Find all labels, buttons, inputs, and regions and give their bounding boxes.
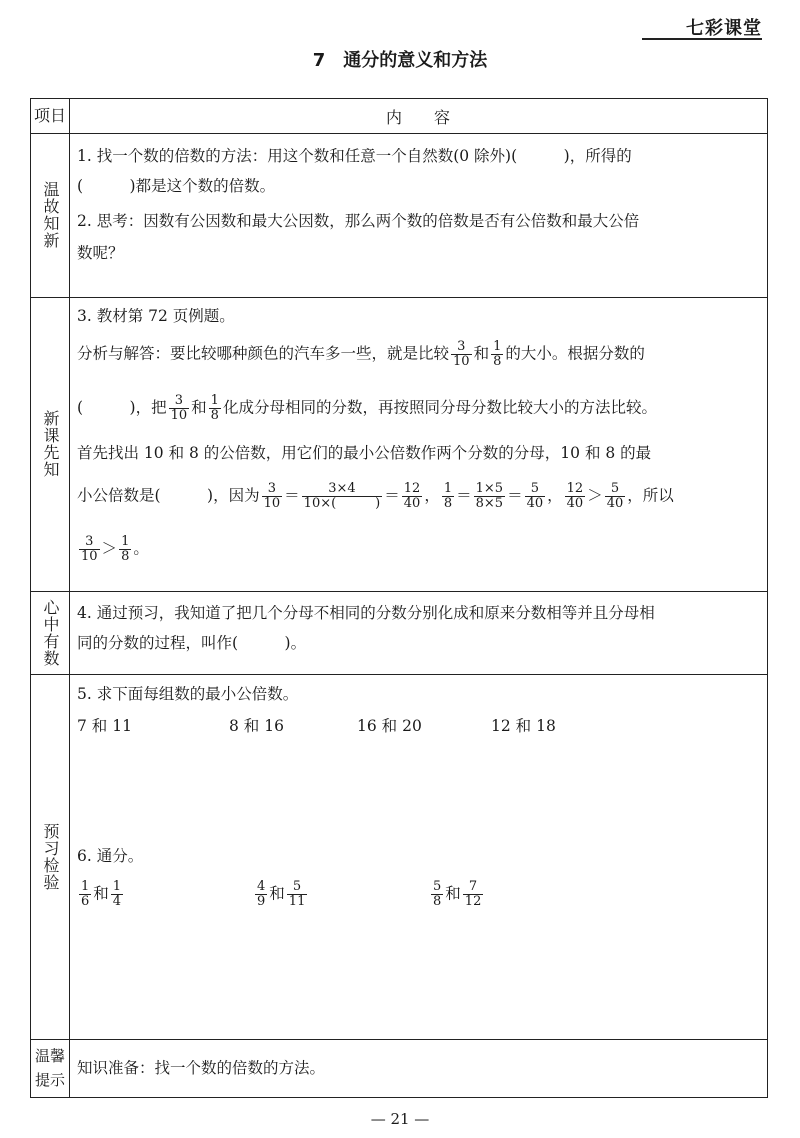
and-text: 和: [473, 344, 490, 363]
tip-content: [77, 1039, 757, 1097]
fraction-numerator: 1: [210, 393, 219, 408]
fraction-numerator: 3: [85, 534, 94, 549]
fraction-denominator: 8: [210, 408, 219, 423]
analysis-line-1: [77, 340, 645, 369]
lcm-pair: 12 和 18: [491, 717, 556, 735]
fraction-1-8: [209, 394, 221, 423]
brand-underline: [642, 38, 762, 40]
fraction-numerator: 1: [493, 339, 502, 354]
fraction-1x5-over-8x5: [474, 482, 505, 511]
fraction-denominator: 10: [170, 408, 188, 423]
fraction: [255, 880, 267, 909]
q1-line1: 1. 找一个数的倍数的方法：用这个数和任意一个自然数(0 除外)( )，所得的: [77, 147, 632, 165]
fraction-numerator: 5: [610, 481, 620, 496]
fraction-numerator: 12: [403, 481, 421, 496]
header-col-content-text: 内 容: [385, 107, 450, 127]
section-label-mind: [31, 591, 69, 674]
fraction-12-40: [402, 482, 423, 511]
and-text: 和: [269, 884, 285, 903]
fraction-denominator: 12: [464, 894, 482, 909]
section-label-check-text: 预习检验: [41, 822, 60, 891]
fraction-denominator: 40: [566, 496, 584, 511]
section-label-tip-text: 温馨提示: [34, 1047, 65, 1089]
fraction-denominator: 10: [453, 354, 470, 369]
fraction: [287, 880, 308, 909]
fraction-numerator: 1: [121, 534, 130, 549]
check-content: [77, 674, 757, 1039]
and-text: 和: [191, 398, 207, 417]
analysis-line-5: [77, 535, 149, 564]
fraction-denominator: 8: [121, 549, 130, 564]
analysis-text: 分析与解答：要比较哪种颜色的汽车多一些，就是比较: [77, 344, 450, 363]
fraction-denominator: 10: [81, 549, 98, 564]
fraction-numerator: 5: [292, 879, 302, 894]
fraction-numerator: 1: [112, 879, 122, 894]
equals-sign: ＝: [507, 486, 523, 505]
review-content: [77, 133, 757, 297]
fraction-denominator: 8: [433, 894, 442, 909]
fraction-1-8: [491, 340, 503, 369]
fraction-numerator: 1: [443, 481, 453, 496]
column-divider: [69, 99, 70, 1097]
fraction-pair: [253, 880, 309, 909]
fraction-numerator: 3: [267, 481, 277, 496]
fraction-denominator: 6: [81, 894, 90, 909]
fraction-3-10: [451, 340, 472, 369]
fraction-denominator: 9: [257, 894, 266, 909]
fraction-pair: [77, 880, 125, 909]
greater-than-sign: ＞: [101, 539, 118, 558]
greater-than-sign: ＞: [587, 486, 603, 505]
equals-sign: ＝: [456, 486, 472, 505]
analysis-text: 化成分母相同的分数，再按照同分母分数比较大小的方法比较。: [222, 398, 657, 417]
fraction-3-10: [262, 482, 283, 511]
and-text: 和: [445, 884, 461, 903]
period: 。: [133, 539, 149, 558]
q1-line2: ( )都是这个数的倍数。: [77, 177, 276, 195]
fraction-pair: [429, 880, 485, 909]
q3-heading: 3. 教材第 72 页例题。: [77, 307, 235, 325]
fraction-denominator: 10: [263, 496, 281, 511]
q2-line2: 数呢？: [77, 244, 124, 262]
fraction-numerator: 3: [174, 393, 184, 408]
analysis-line-3: 首先找出 10 和 8 的公倍数，用它们的最小公倍数作两个分数的分母，10 和 8 的最: [77, 444, 652, 462]
fraction-numerator: 3: [457, 339, 466, 354]
page-title: 7 通分的意义和方法: [312, 50, 488, 71]
fraction-numerator: 3×4: [328, 481, 356, 496]
lcm-pair: 16 和 20: [357, 717, 422, 735]
mind-content: [77, 591, 757, 674]
comma: ，: [547, 486, 563, 505]
equals-sign: ＝: [384, 486, 400, 505]
brand-logo: 七彩课堂: [686, 18, 762, 39]
q4-line1: 4. 通过预习，我知道了把几个分母不相同的分数分别化成和原来分数相等并且分母相: [77, 604, 655, 622]
q2-line1: 2. 思考：因数有公因数和最大公因数，那么两个数的倍数是否有公倍数和最大公倍: [77, 212, 640, 230]
and-text: 和: [93, 884, 109, 903]
fraction-5-40: [525, 482, 546, 511]
analysis-line-2: [77, 394, 657, 423]
section-label-preview: [31, 297, 69, 591]
fraction-denominator: 40: [403, 496, 421, 511]
lcm-pair: 7 和 11: [77, 717, 132, 735]
fraction: [463, 880, 484, 909]
fraction-3x4-over-10xblank: [302, 482, 383, 511]
section-label-tip: [31, 1039, 69, 1097]
header-col-content: [69, 99, 767, 133]
fraction: [111, 880, 123, 909]
fraction-numerator: 7: [468, 879, 478, 894]
preview-content: [77, 297, 757, 591]
analysis-text: 小公倍数是( )，因为: [77, 486, 260, 505]
q5-heading: 5. 求下面每组数的最小公倍数。: [77, 685, 299, 703]
fraction: [79, 880, 91, 909]
lcm-pair: 8 和 16: [229, 717, 284, 735]
q4-line2: 同的分数的过程，叫作( )。: [77, 634, 307, 652]
fraction: [431, 880, 443, 909]
section-label-review-text: 温故知新: [41, 181, 60, 249]
fraction-3-10: [79, 535, 100, 564]
fraction-numerator: 1: [81, 879, 90, 894]
header-col-item-text: 项日: [33, 106, 66, 125]
fraction-denominator: 4: [112, 894, 122, 909]
fraction-denominator: 8: [443, 496, 453, 511]
fraction-numerator: 4: [257, 879, 266, 894]
section-label-preview-text: 新课先知: [41, 410, 60, 478]
section-label-check: [31, 674, 69, 1039]
analysis-text: ，所以: [627, 486, 674, 505]
fraction-numerator: 5: [433, 879, 442, 894]
analysis-line-4: [77, 482, 674, 511]
fraction-numerator: 5: [530, 481, 539, 496]
section-label-mind-text: 心中有数: [41, 598, 60, 667]
tip-text: 知识准备：找一个数的倍数的方法。: [77, 1059, 326, 1077]
fraction-numerator: 12: [566, 481, 584, 496]
page-number: — 21 —: [370, 1110, 430, 1128]
fraction-3-10: [169, 394, 190, 423]
header-col-item: [31, 99, 69, 133]
fraction-1-8: [119, 535, 131, 564]
fraction-denominator: 40: [606, 496, 624, 511]
fraction-5-40: [605, 482, 626, 511]
fraction-12-40: [565, 482, 586, 511]
worksheet-table: [30, 98, 768, 1098]
fraction-denominator: 10×( ): [303, 496, 381, 511]
equals-sign: ＝: [284, 486, 300, 505]
fraction-denominator: 40: [526, 496, 544, 511]
fraction-denominator: 8: [493, 354, 502, 369]
fraction-denominator: 11: [288, 894, 306, 909]
comma: ，: [424, 486, 440, 505]
analysis-text: 的大小。根据分数的: [505, 344, 645, 363]
section-label-review: [31, 133, 69, 297]
fraction-numerator: 1×5: [475, 481, 504, 496]
fraction-denominator: 8×5: [475, 496, 504, 511]
fraction-1-8: [442, 482, 454, 511]
q6-heading: 6. 通分。: [77, 847, 144, 865]
analysis-text: ( )，把: [77, 398, 167, 417]
